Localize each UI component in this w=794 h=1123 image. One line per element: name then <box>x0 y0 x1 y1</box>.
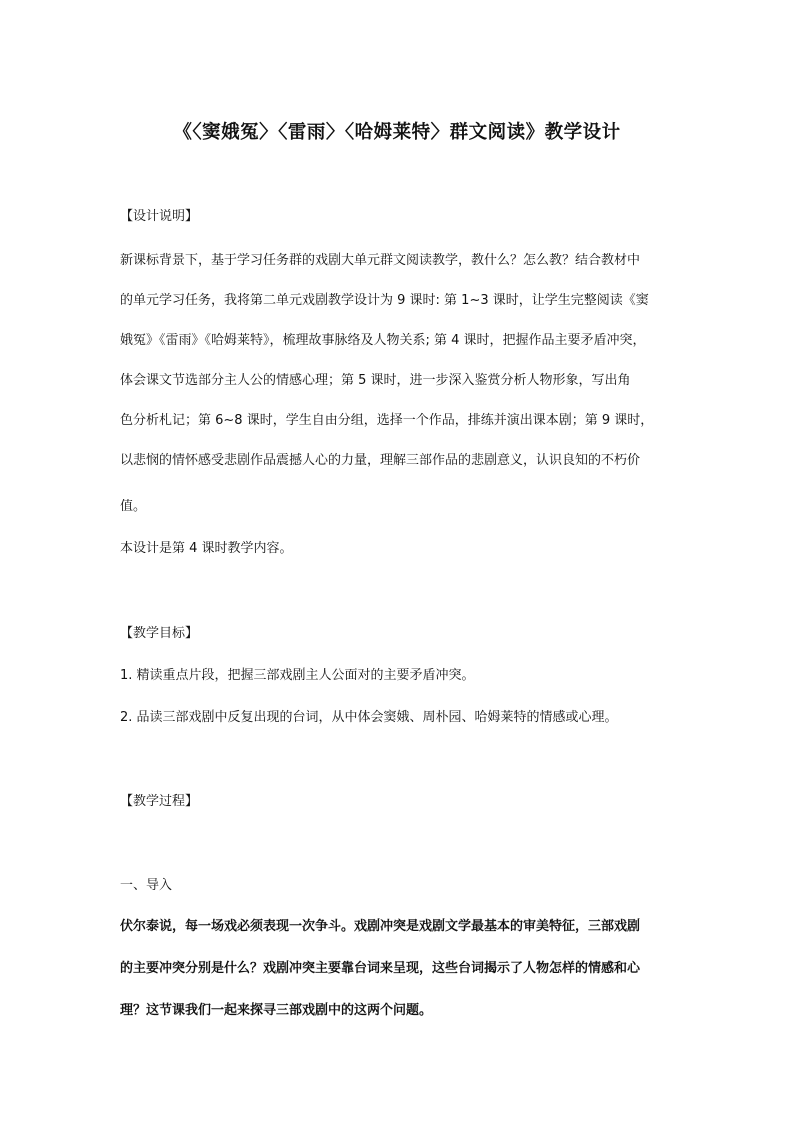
objectives-heading: 【教学目标】 <box>120 626 199 641</box>
section-heading: 一、导入 <box>120 878 173 893</box>
paragraph-line: 体会课文节选部分主人公的情感心理；第 5 课时，进一步深入鉴赏分析人物形象，写出角 <box>120 373 631 388</box>
process-heading: 【教学过程】 <box>120 794 199 809</box>
intro-line: 的主要冲突分别是什么？戏剧冲突主要靠台词来呈现，这些台词揭示了人物怎样的情感和心 <box>120 961 641 976</box>
objective-item: 1. 精读重点片段，把握三部戏剧主人公面对的主要矛盾冲突。 <box>120 668 475 683</box>
intro-line: 理？这节课我们一起来探寻三部戏剧中的这两个问题。 <box>120 1003 433 1018</box>
paragraph-line: 新课标背景下，基于学习任务群的戏剧大单元群文阅读教学，教什么？怎么教？结合教材中 <box>120 253 641 268</box>
document-title: 《〈窦娥冤〉〈雷雨〉〈哈姆莱特〉群文阅读》教学设计 <box>173 122 621 143</box>
design-note-scope: 本设计是第 4 课时教学内容。 <box>120 541 293 556</box>
paragraph-line: 娥冤》《雷雨》《哈姆莱特》，梳理故事脉络及人物关系; 第 4 课时，把握作品主要矛盾冲突， <box>120 333 646 348</box>
intro-line: 伏尔泰说，每一场戏必须表现一次争斗。戏剧冲突是戏剧文学最基本的审美特征，三部戏剧 <box>120 919 641 934</box>
objective-item: 2. 品读三部戏剧中反复出现的台词，从中体会窦娥、周朴园、哈姆莱特的情感或心理。 <box>120 710 618 725</box>
paragraph-line: 色分析札记；第 6~8 课时，学生自由分组，选择一个作品，排练并演出课本剧；第 9 课时， <box>120 413 654 428</box>
paragraph-line: 的单元学习任务，我将第二单元戏剧教学设计为 9 课时: 第 1~3 课时，让学生完整阅读《窦 <box>120 293 649 308</box>
design-note-heading: 【设计说明】 <box>120 209 199 224</box>
paragraph-line: 以悲悯的情怀感受悲剧作品震撼人心的力量，理解三部作品的悲剧意义，认识良知的不朽价 <box>120 453 641 468</box>
paragraph-line: 值。 <box>120 499 147 514</box>
